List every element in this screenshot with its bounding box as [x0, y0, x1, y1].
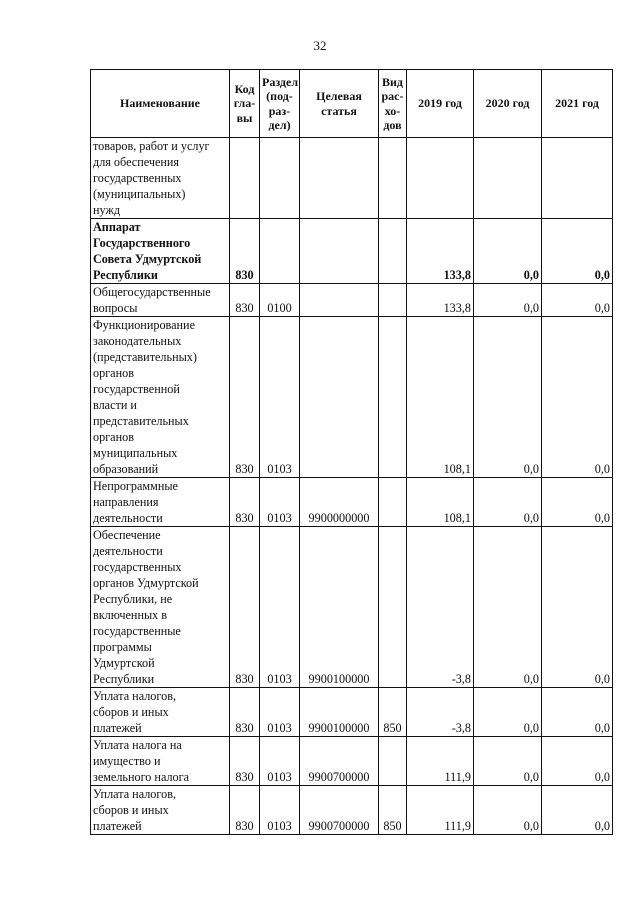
row-target-cell [300, 284, 379, 317]
header-2021: 2021 год [542, 70, 613, 138]
header-code: Код гла- вы [230, 70, 260, 138]
row-2021-cell [542, 138, 613, 219]
row-2020-cell: 0,0 [474, 219, 542, 284]
row-2020-cell: 0,0 [474, 284, 542, 317]
row-2020-cell [474, 138, 542, 219]
row-section-cell [260, 138, 300, 219]
header-expense-type: Вид рас- хо- дов [379, 70, 407, 138]
table-row [91, 478, 613, 527]
row-code-cell: 830 [230, 786, 260, 835]
row-name-cell: Функционирование законодательных (представительных) органов государственной власти и представительных органов муниципальных образований [91, 317, 230, 478]
row-section-cell: 0103 [260, 527, 300, 688]
row-code-cell: 830 [230, 219, 260, 284]
row-2021-cell: 0,0 [542, 284, 613, 317]
table-row [91, 737, 613, 786]
row-expense-type-cell [379, 138, 407, 219]
row-2021-cell: 0,0 [542, 317, 613, 478]
row-target-cell: 9900700000 [300, 737, 379, 786]
row-code-cell: 830 [230, 317, 260, 478]
row-name-cell: Общегосударственные вопросы [91, 284, 230, 317]
row-section-cell: 0103 [260, 737, 300, 786]
header-2019: 2019 год [407, 70, 474, 138]
row-target-cell [300, 317, 379, 478]
row-code-cell [230, 138, 260, 219]
row-target-cell: 9900100000 [300, 688, 379, 737]
row-target-cell: 9900000000 [300, 478, 379, 527]
row-2021-cell: 0,0 [542, 786, 613, 835]
budget-table [90, 69, 613, 835]
row-section-cell: 0103 [260, 688, 300, 737]
row-section-cell: 0103 [260, 317, 300, 478]
table-row [91, 786, 613, 835]
row-2019-cell: 108,1 [407, 478, 474, 527]
row-expense-type-cell: 850 [379, 688, 407, 737]
row-2019-cell [407, 138, 474, 219]
table-row [91, 138, 613, 219]
row-2021-cell: 0,0 [542, 219, 613, 284]
row-2021-cell: 0,0 [542, 737, 613, 786]
row-2019-cell: -3,8 [407, 527, 474, 688]
row-name-cell: Уплата налогов, сборов и иных платежей [91, 688, 230, 737]
row-expense-type-cell [379, 317, 407, 478]
table-row [91, 688, 613, 737]
row-2021-cell: 0,0 [542, 527, 613, 688]
row-2019-cell: 133,8 [407, 284, 474, 317]
row-section-cell: 0100 [260, 284, 300, 317]
row-name-cell: Непрограммные направления деятельности [91, 478, 230, 527]
row-name-cell: Уплата налогов, сборов и иных платежей [91, 786, 230, 835]
row-expense-type-cell [379, 527, 407, 688]
row-expense-type-cell [379, 284, 407, 317]
header-name: Наименование [91, 70, 230, 138]
row-target-cell: 9900700000 [300, 786, 379, 835]
row-target-cell [300, 219, 379, 284]
row-section-cell: 0103 [260, 786, 300, 835]
row-code-cell: 830 [230, 527, 260, 688]
row-expense-type-cell [379, 219, 407, 284]
row-2019-cell: -3,8 [407, 688, 474, 737]
header-section: Раздел (под- раз- дел) [260, 70, 300, 138]
row-2019-cell: 111,9 [407, 737, 474, 786]
row-2019-cell: 133,8 [407, 219, 474, 284]
table-row [91, 219, 613, 284]
header-target: Целевая статья [300, 70, 379, 138]
row-target-cell [300, 138, 379, 219]
row-name-cell: Уплата налога на имущество и земельного налога [91, 737, 230, 786]
row-2019-cell: 108,1 [407, 317, 474, 478]
row-2020-cell: 0,0 [474, 478, 542, 527]
row-section-cell [260, 219, 300, 284]
table-row [91, 527, 613, 688]
table-row [91, 284, 613, 317]
row-2020-cell: 0,0 [474, 688, 542, 737]
row-code-cell: 830 [230, 737, 260, 786]
row-2020-cell: 0,0 [474, 737, 542, 786]
page-number: 32 [313, 38, 327, 53]
header-2020: 2020 год [474, 70, 542, 138]
row-expense-type-cell [379, 737, 407, 786]
row-code-cell: 830 [230, 284, 260, 317]
row-2020-cell: 0,0 [474, 786, 542, 835]
row-2020-cell: 0,0 [474, 317, 542, 478]
row-expense-type-cell: 850 [379, 786, 407, 835]
row-name-cell: Аппарат Государственного Совета Удмуртской Республики [91, 219, 230, 284]
table-header-row [91, 70, 613, 138]
row-code-cell: 830 [230, 688, 260, 737]
row-2021-cell: 0,0 [542, 478, 613, 527]
row-2021-cell: 0,0 [542, 688, 613, 737]
row-expense-type-cell [379, 478, 407, 527]
row-2020-cell: 0,0 [474, 527, 542, 688]
row-section-cell: 0103 [260, 478, 300, 527]
row-name-cell: Обеспечение деятельности государственных органов Удмуртской Республики, не включенных в государственные программы Удмуртской Республики [91, 527, 230, 688]
row-target-cell: 9900100000 [300, 527, 379, 688]
row-2019-cell: 111,9 [407, 786, 474, 835]
row-name-cell: товаров, работ и услуг для обеспечения государственных (муниципальных) нужд [91, 138, 230, 219]
row-code-cell: 830 [230, 478, 260, 527]
table-row [91, 317, 613, 478]
